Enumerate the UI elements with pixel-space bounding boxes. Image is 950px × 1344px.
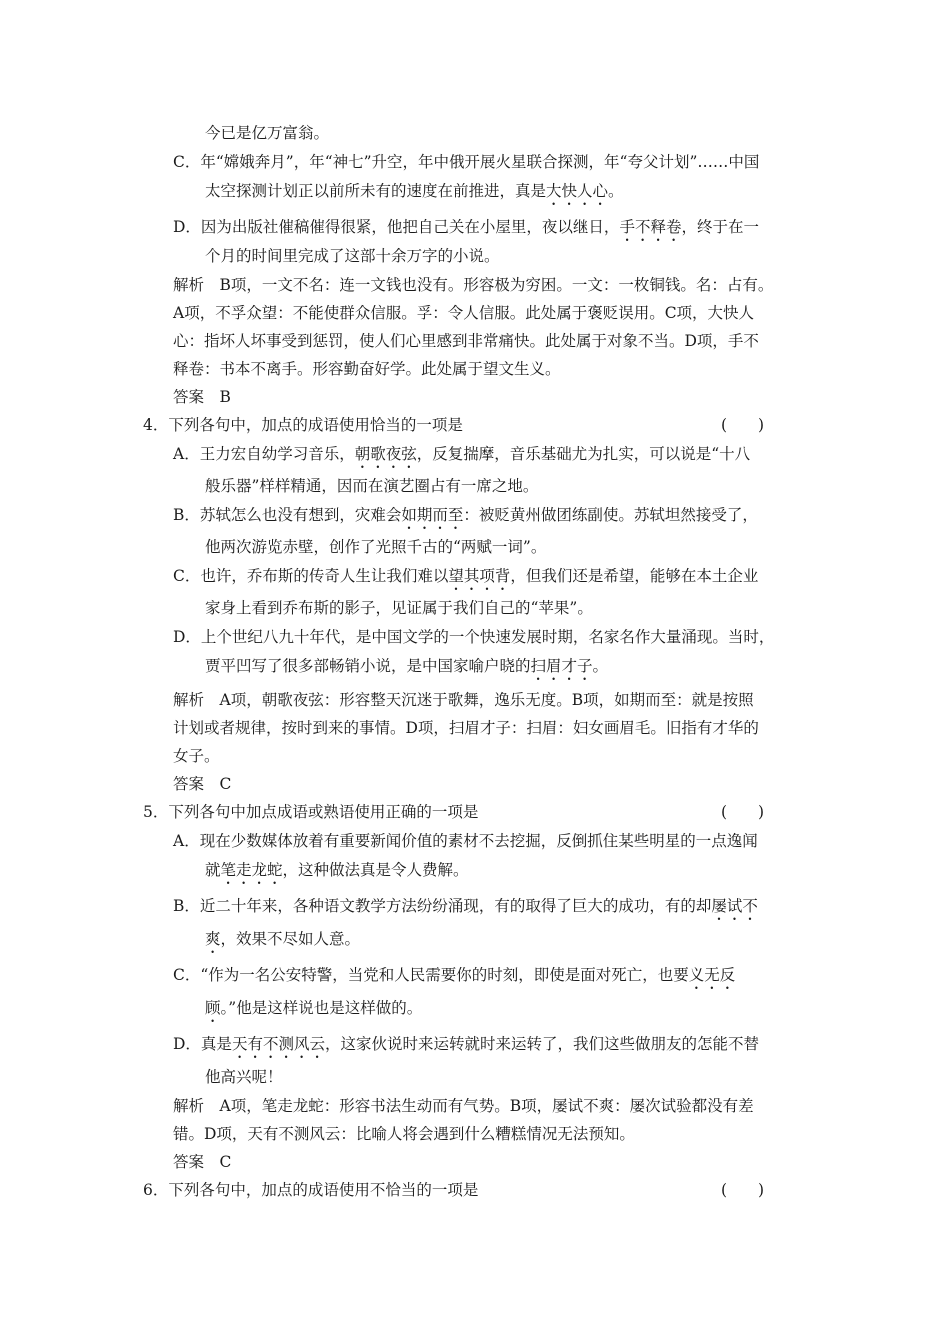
- q4-answer: 答案 C: [173, 775, 232, 793]
- q5-option-d: D．真是天有不测风云，这家伙说时来运转就时来运转了，我们这些做朋友的怎能不替: [173, 1035, 759, 1053]
- q4-option-b-line2: 他两次游览赤壁，创作了光照千古的“两赋一词”。: [205, 538, 547, 556]
- dotted-idiom: 大快人心: [546, 182, 609, 200]
- q3-analysis: 解析 B项，一文不名：连一文钱也没有。形容极为穷困。一文：一枚铜钱。名：占有。: [173, 276, 774, 294]
- q5-option-c-line2: 顾。”他是这样说也是这样做的。: [205, 999, 423, 1017]
- dotted-idiom: 顾: [205, 999, 221, 1017]
- q3-option-c: C．年“嫦娥奔月”，年“神七”升空，年中俄开展火星联合探测，年“夸父计划”……中国: [173, 153, 760, 171]
- q4-option-c: C．也许，乔布斯的传奇人生让我们难以望其项背，但我们还是希望，能够在本土企业: [173, 567, 759, 585]
- dotted-idiom: 义无反: [688, 966, 736, 984]
- dotted-idiom: 扫眉才子: [530, 657, 593, 675]
- q4-option-d-line2: 贾平凹写了很多部畅销小说，是中国家喻户晓的扫眉才子。: [205, 657, 609, 675]
- q3-analysis-line2: A项，不孚众望：不能使群众信服。孚：令人信服。此处属于褒贬误用。C项，大快人: [173, 304, 755, 322]
- q3-option-d-line2: 个月的时间里完成了这部十余万字的小说。: [205, 247, 500, 265]
- q5-answer-blank: ( ): [721, 803, 765, 821]
- q3-option-d: D．因为出版社催稿催得很紧，他把自己关在小屋里，夜以继日，手不释卷，终于在一: [173, 218, 759, 236]
- q3-analysis-line4: 释卷：书本不离手。形容勤奋好学。此处属于望文生义。: [173, 360, 561, 378]
- q4-option-d: D．上个世纪八九十年代，是中国文学的一个快速发展时期，名家名作大量涌现。当时，: [173, 628, 775, 646]
- q5-option-d-line2: 他高兴呢！: [205, 1068, 283, 1086]
- q5-analysis-line2: 错。D项，天有不测风云：比喻人将会遇到什么糟糕情况无法预知。: [173, 1125, 635, 1143]
- q3-analysis-line3: 心：指坏人坏事受到惩罚，使人们心里感到非常痛快。此处属于对象不当。D项，手不: [173, 332, 759, 350]
- dotted-idiom: 屡试不: [711, 897, 758, 915]
- q5-option-b: B．近二十年来，各种语文教学方法纷纷涌现，有的取得了巨大的成功，有的却屡试不: [173, 897, 758, 915]
- dotted-idiom: 天有不测风云: [231, 1035, 325, 1053]
- q4-option-c-line2: 家身上看到乔布斯的影子，见证属于我们自己的“苹果”。: [205, 599, 593, 617]
- q5-option-b-line2: 爽，效果不尽如人意。: [205, 930, 361, 948]
- q4-analysis-line3: 女子。: [173, 747, 220, 765]
- q5-option-a-line2: 就笔走龙蛇，这种做法真是令人费解。: [205, 861, 469, 879]
- q5-option-a: A．现在少数媒体放着有重要新闻价值的素材不去挖掘，反倒抓住某些明星的一点逸闻: [173, 832, 758, 850]
- q5-answer: 答案 C: [173, 1153, 232, 1171]
- dotted-idiom: 爽: [205, 930, 221, 948]
- q3-answer: 答案 B: [173, 388, 231, 406]
- q3-option-b-continuation: 今已是亿万富翁。: [205, 124, 330, 142]
- q4-option-b: B．苏轼怎么也没有想到，灾难会如期而至：被贬黄州做团练副使。苏轼坦然接受了，: [173, 506, 758, 524]
- dotted-idiom: 朝歌夜弦: [354, 445, 417, 463]
- q3-option-c-line2: 太空探测计划正以前所未有的速度在前推进，真是大快人心。: [205, 182, 624, 200]
- dotted-idiom: 如期而至: [401, 506, 464, 524]
- q4-stem: 4．下列各句中，加点的成语使用恰当的一项是: [143, 416, 463, 434]
- q4-option-a: A．王力宏自幼学习音乐，朝歌夜弦，反复揣摩，音乐基础尤为扎实，可以说是“十八: [173, 445, 751, 463]
- dotted-idiom: 笔走龙蛇: [220, 861, 283, 879]
- q4-analysis-line2: 计划或者规律，按时到来的事情。D项，扫眉才子：扫眉：妇女画眉毛。旧指有才华的: [173, 719, 759, 737]
- q5-option-c: C．“作为一名公安特警，当党和人民需要你的时刻，即使是面对死亡，也要义无反: [173, 966, 736, 984]
- q6-stem: 6．下列各句中，加点的成语使用不恰当的一项是: [143, 1181, 479, 1199]
- q4-analysis: 解析 A项，朝歌夜弦：形容整天沉迷于歌舞，逸乐无度。B项，如期而至：就是按照: [173, 691, 754, 709]
- dotted-idiom: 手不释卷: [619, 218, 682, 236]
- q6-answer-blank: ( ): [721, 1181, 765, 1199]
- dotted-idiom: 望其项背: [448, 567, 511, 585]
- q4-answer-blank: ( ): [721, 416, 765, 434]
- q4-option-a-line2: 般乐器”样样精通，因而在演艺圈占有一席之地。: [205, 477, 539, 495]
- q5-analysis: 解析 A项，笔走龙蛇：形容书法生动而有气势。B项，屡试不爽：屡次试验都没有差: [173, 1097, 754, 1115]
- q5-stem: 5．下列各句中加点成语或熟语使用正确的一项是: [143, 803, 479, 821]
